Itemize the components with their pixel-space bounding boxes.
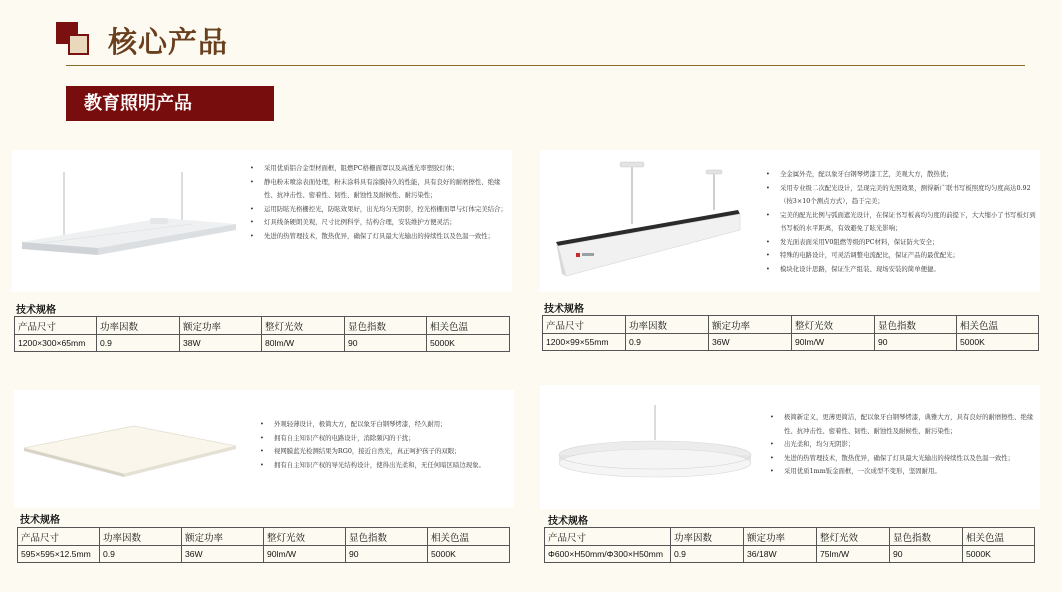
spec-table bbox=[544, 527, 1035, 563]
table-cell: 0.9 bbox=[97, 335, 180, 352]
list-item: • 拥有自主知识产权的电路设计，消除频闪的干扰； bbox=[260, 432, 514, 446]
header-cell: 显色指数 bbox=[890, 528, 963, 546]
list-item: • 运用防眩光格栅控光，防眩效果好，出光均匀无阴影，控光格栅面罩与灯体完美结合； bbox=[250, 203, 510, 217]
spec-title: 技术规格 bbox=[544, 304, 584, 315]
spec-table bbox=[17, 527, 510, 563]
table-cell: 36W bbox=[709, 334, 792, 351]
product-card-flat-panel bbox=[14, 390, 514, 508]
header-cell: 整灯光效 bbox=[792, 316, 875, 334]
table-cell: 90 bbox=[346, 546, 428, 563]
header-cell: 显色指数 bbox=[875, 316, 957, 334]
list-item: • 灯具线条硬朗美观，尺寸比例科学，结构合理，安装维护方便灵活； bbox=[250, 216, 510, 230]
table-cell: 5000K bbox=[957, 334, 1039, 351]
product-image-flat-panel bbox=[14, 390, 254, 508]
table-cell: 90 bbox=[890, 546, 963, 563]
table-cell: 595×595×12.5mm bbox=[18, 546, 100, 563]
header-cell: 功率因数 bbox=[671, 528, 744, 546]
table-row bbox=[543, 334, 1039, 351]
product-card-blackboard-light bbox=[540, 150, 1040, 292]
list-item: • 出光柔和，均匀无阴影； bbox=[770, 438, 1038, 452]
table-cell: 5000K bbox=[427, 335, 510, 352]
logo-icon bbox=[56, 22, 92, 58]
header-cell: 相关色温 bbox=[957, 316, 1039, 334]
header-cell: 功率因数 bbox=[626, 316, 709, 334]
table-cell: Φ600×H50mm/Φ300×H50mm bbox=[545, 546, 671, 563]
table-cell: 90lm/W bbox=[264, 546, 346, 563]
table-cell: 0.9 bbox=[626, 334, 709, 351]
list-item: • 发光面表面采用V0阻燃等级的PC材料，保证防火安全； bbox=[766, 236, 1038, 250]
header-cell: 额定功率 bbox=[709, 316, 792, 334]
table-row bbox=[18, 546, 510, 563]
header-cell: 相关色温 bbox=[963, 528, 1035, 546]
table-row bbox=[15, 335, 510, 352]
list-item: • 模块化设计思路，保证生产组装、现场安装的简单便捷。 bbox=[766, 263, 1038, 277]
table-cell: 1200×300×65mm bbox=[15, 335, 97, 352]
spec-title: 技术规格 bbox=[16, 305, 56, 316]
list-item: • 采用优质铝合金型材面框，阻燃PC格栅面罩以及高透光率塑胶灯体； bbox=[250, 162, 510, 176]
header-cell: 产品尺寸 bbox=[15, 317, 97, 335]
header-cell: 显色指数 bbox=[345, 317, 427, 335]
spec-title: 技术规格 bbox=[20, 515, 60, 526]
header-cell: 额定功率 bbox=[180, 317, 262, 335]
table-cell: 36W bbox=[182, 546, 264, 563]
table-cell: 5000K bbox=[428, 546, 510, 563]
list-item: • 视网膜蓝光检测结果为RG0，接近自然光，真正呵护孩子的双眼； bbox=[260, 445, 514, 459]
header-cell: 整灯光效 bbox=[264, 528, 346, 546]
spec-table bbox=[14, 316, 510, 352]
product-card-round-pendant bbox=[540, 385, 1040, 509]
header-cell: 功率因数 bbox=[97, 317, 180, 335]
spec-title: 技术规格 bbox=[548, 516, 588, 527]
table-header-row bbox=[543, 316, 1039, 334]
table-cell: 90 bbox=[345, 335, 427, 352]
list-item: • 采用专业级二次配光设计，呈现完美的光照效果，测得新广联书写板照度均匀度高达0.92（按3×10个测点方式），趋于完美； bbox=[766, 182, 1038, 209]
header-cell: 额定功率 bbox=[744, 528, 817, 546]
table-cell: 0.9 bbox=[100, 546, 182, 563]
feature-list bbox=[770, 411, 1038, 479]
header-cell: 相关色温 bbox=[428, 528, 510, 546]
header-cell: 整灯光效 bbox=[817, 528, 890, 546]
page-title: 核心产品 bbox=[108, 25, 229, 59]
table-cell: 0.9 bbox=[671, 546, 744, 563]
table-header-row bbox=[18, 528, 510, 546]
section-label: 教育照明产品 bbox=[66, 86, 274, 121]
list-item: • 全金属外壳，配以象牙白钢琴烤漆工艺，美观大方，散热优； bbox=[766, 168, 1038, 182]
header-cell: 额定功率 bbox=[182, 528, 264, 546]
product-image-round-pendant bbox=[540, 385, 770, 509]
header-cell: 显色指数 bbox=[346, 528, 428, 546]
header-cell: 相关色温 bbox=[427, 317, 510, 335]
list-item: • 极简新定义，更薄更简洁，配以象牙白钢琴烤漆，典雅大方，具有良好的耐磨擦性、绝缘性、抗冲击性、密着性、韧性、耐蚀性及耐候性、耐污染性； bbox=[770, 411, 1038, 438]
spec-table bbox=[542, 315, 1039, 351]
product-image-blackboard-light bbox=[540, 150, 760, 292]
table-cell: 1200×99×55mm bbox=[543, 334, 626, 351]
feature-list bbox=[250, 162, 510, 243]
table-cell: 38W bbox=[180, 335, 262, 352]
feature-list bbox=[766, 168, 1038, 276]
table-header-row bbox=[15, 317, 510, 335]
list-item: • 完美的配光比例与弧面遮光设计，在保证书写板高均匀度的前提下，大大缩小了书写板灯到书写板的水平距离，有效避免了眩光影响； bbox=[766, 209, 1038, 236]
list-item: • 拥有自主知识产权的导光结构设计，使得出光柔和，无任何暗区暗边现象。 bbox=[260, 459, 514, 473]
table-cell: 80lm/W bbox=[262, 335, 345, 352]
table-cell: 90lm/W bbox=[792, 334, 875, 351]
list-item: • 特殊的电路设计，可灵活调整电流配比，保证产品的最优配光； bbox=[766, 249, 1038, 263]
list-item: • 外观轻薄设计，极简大方，配以象牙白钢琴烤漆，经久耐用； bbox=[260, 418, 514, 432]
list-item: • 先进的热管理技术，散热优异，确保了灯具最大光输出的持续性以及色温一致性； bbox=[770, 452, 1038, 466]
product-card-grille-panel bbox=[12, 150, 512, 292]
table-header-row bbox=[545, 528, 1035, 546]
list-item: • 采用优质1mm钣金面框，一次成型不变形，坚固耐用。 bbox=[770, 465, 1038, 479]
list-item: • 静电粉末喷涂表面处理，粉末涂料具有涂膜持久的性能，具有良好的耐磨擦性、绝缘性、抗冲击性、密着性、韧性、耐蚀性及耐候性、耐污染性； bbox=[250, 176, 510, 203]
table-cell: 5000K bbox=[963, 546, 1035, 563]
table-row bbox=[545, 546, 1035, 563]
table-cell: 36/18W bbox=[744, 546, 817, 563]
header-cell: 功率因数 bbox=[100, 528, 182, 546]
header-cell: 产品尺寸 bbox=[545, 528, 671, 546]
product-image-grille-panel bbox=[12, 150, 252, 292]
table-cell: 90 bbox=[875, 334, 957, 351]
table-cell: 75lm/W bbox=[817, 546, 890, 563]
header-cell: 整灯光效 bbox=[262, 317, 345, 335]
title-divider bbox=[66, 65, 1025, 66]
list-item: • 先进的热管理技术，散热优异，确保了灯具最大光输出的持续性以及色温一致性； bbox=[250, 230, 510, 244]
header-cell: 产品尺寸 bbox=[543, 316, 626, 334]
header-cell: 产品尺寸 bbox=[18, 528, 100, 546]
feature-list bbox=[260, 418, 514, 472]
